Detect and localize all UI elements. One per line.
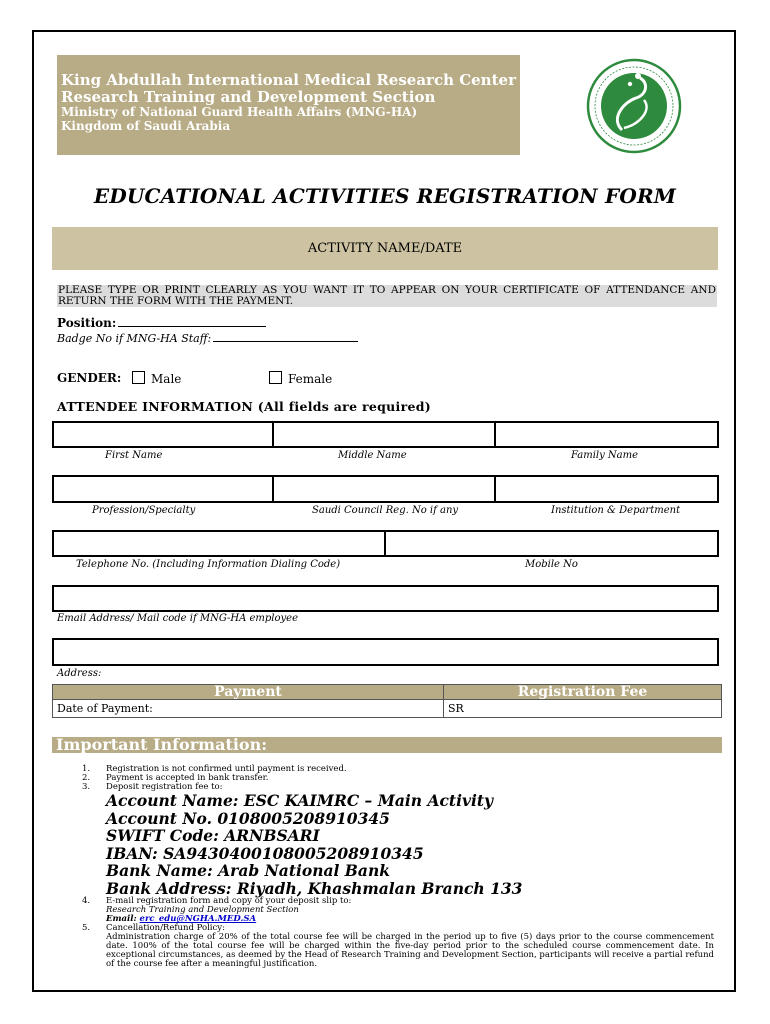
bank-address: Bank Address: Riyadh, Khashmalan Branch 133 — [106, 878, 523, 898]
institution-name: King Abdullah International Medical Research Center — [61, 71, 516, 89]
divider — [494, 421, 496, 448]
middle-name-input[interactable] — [276, 423, 492, 446]
position-label: Position: — [57, 316, 117, 330]
list-item: 1. Registration is not confirmed until payment is received. — [82, 764, 347, 774]
form-title: EDUCATIONAL ACTIVITIES REGISTRATION FORM — [93, 184, 677, 208]
swift-code: SWIFT Code: ARNBSARI — [106, 826, 320, 845]
important-info-list — [82, 765, 714, 969]
instructions-text: PLEASE TYPE OR PRINT CLEARLY AS YOU WANT IT TO APPEAR ON YOUR CERTIFICATE OF ATTENDANCE AND RETURN THE FORM WITH THE PAYMENT. — [58, 284, 716, 307]
divider — [272, 421, 274, 448]
position-field[interactable] — [57, 316, 266, 330]
institution-input[interactable] — [498, 477, 717, 501]
female-checkbox[interactable] — [269, 371, 282, 384]
email-caption: Email Address/ Mail code if MNG-HA employee — [57, 613, 298, 624]
gender-label: GENDER: — [57, 371, 122, 385]
gender-male-option[interactable] — [128, 371, 181, 386]
activity-name-date-field[interactable]: ACTIVITY NAME/DATE — [52, 227, 718, 270]
date-of-payment-cell[interactable] — [53, 700, 444, 718]
bank-name: Bank Name: Arab National Bank — [106, 861, 390, 880]
email-link[interactable]: erc_edu@NGHA.MED.SA — [139, 914, 257, 924]
position-line[interactable] — [118, 316, 266, 327]
saudi-council-input[interactable] — [276, 477, 492, 501]
mobile-input[interactable] — [388, 532, 717, 555]
mobile-caption: Mobile No — [525, 559, 578, 570]
divider — [272, 475, 274, 503]
item-text: Registration is not confirmed until payment is received. — [106, 764, 347, 774]
family-name-input[interactable] — [498, 423, 717, 446]
institution-caption: Institution & Department — [551, 505, 681, 516]
first-name-caption: First Name — [105, 450, 163, 461]
address-caption: Address: — [57, 668, 102, 679]
attendee-heading: ATTENDEE INFORMATION (All fields are required) — [57, 399, 431, 414]
list-item: 4. E-mail registration form and copy of your deposit slip to: Research Training and Development Section Email: erc_edu@NGHA.MED.SA — [82, 897, 714, 924]
male-checkbox[interactable] — [132, 371, 145, 384]
refund-policy-text: Administration charge of 20% of the total course fee will be charged in the period up to five (5) days prior to the course commencement date. 100% of the total course fee will be charged within the five-day period prior to the scheduled course commencement date. In exceptional circumstances, as deemed by the Head of Research Training and Development Section, participants will receive a partial refund of the course fee after a meaningful justification. — [106, 932, 714, 969]
item-text: Deposit registration fee to: — [106, 782, 223, 792]
payment-table — [52, 684, 722, 718]
divider — [494, 475, 496, 503]
gender-female-option[interactable] — [265, 371, 332, 386]
item-text: Payment is accepted in bank transfer. — [106, 773, 269, 783]
account-number: Account No. 0108005208910345 — [106, 808, 390, 828]
section-name: Research Training and Development Section — [61, 88, 436, 106]
iban: IBAN: SA9430400108005208910345 — [106, 843, 424, 863]
country-name: Kingdom of Saudi Arabia — [61, 119, 231, 133]
gender-row — [57, 371, 333, 386]
item-text: E-mail registration form and copy of your deposit slip to: — [106, 896, 352, 906]
payment-header: Payment — [53, 685, 444, 700]
profession-input[interactable] — [54, 477, 270, 501]
telephone-caption: Telephone No. (Including Information Dialing Code) — [76, 559, 341, 570]
address-input[interactable] — [52, 638, 719, 666]
kaimrc-logo — [578, 58, 690, 154]
telephone-input[interactable] — [54, 532, 382, 555]
currency-label: SR — [448, 702, 464, 715]
badge-line[interactable] — [213, 331, 358, 342]
account-name: Account Name: ESC KAIMRC – Main Activity — [106, 791, 494, 810]
header-banner — [57, 55, 520, 155]
middle-name-caption: Middle Name — [338, 450, 407, 461]
male-label: Male — [151, 372, 182, 386]
date-of-payment-label: Date of Payment: — [57, 702, 153, 715]
female-label: Female — [288, 372, 333, 386]
ministry-name: Ministry of National Guard Health Affairs (MNG-HA) — [61, 105, 418, 119]
family-name-caption: Family Name — [571, 450, 639, 461]
section-name: Research Training and Development Section — [106, 905, 299, 915]
registration-fee-cell[interactable] — [444, 700, 722, 718]
profession-caption: Profession/Specialty — [92, 505, 196, 516]
important-info-heading: Important Information: — [52, 737, 722, 753]
registration-fee-header: Registration Fee — [444, 685, 722, 700]
badge-label: Badge No if MNG-HA Staff: — [57, 332, 212, 345]
saudi-council-caption: Saudi Council Reg. No if any — [312, 505, 459, 516]
badge-field[interactable] — [57, 331, 358, 345]
list-item: 2. Payment is accepted in bank transfer. — [82, 773, 269, 783]
divider — [384, 530, 386, 557]
list-item: 5. Cancellation/Refund Policy: Administration charge of 20% of the total course fee will be charged in the period up to five (5) days prior to the course commencement date. 100% of the total course fee will be charged within the five-day period prior to the scheduled course commencement date. In exceptional circumstances, as deemed by the Head of Research Training and Development Section, participants will receive a partial refund of the course fee after a meaningful justification. — [82, 923, 714, 969]
list-item: 3. Deposit registration fee to: Account Name: ESC KAIMRC – Main Activity Account No. 0108005208910345 SWIFT Code: ARNBSARI IBAN: SA9430400108005208910345 Bank Name: Arab National Bank Bank Address: Riyadh, Khashmalan Branch 133 — [82, 783, 714, 897]
first-name-input[interactable] — [54, 423, 270, 446]
item-text: Cancellation/Refund Policy: — [106, 923, 225, 933]
email-input[interactable] — [52, 585, 719, 612]
email-label: Email: — [106, 914, 137, 924]
